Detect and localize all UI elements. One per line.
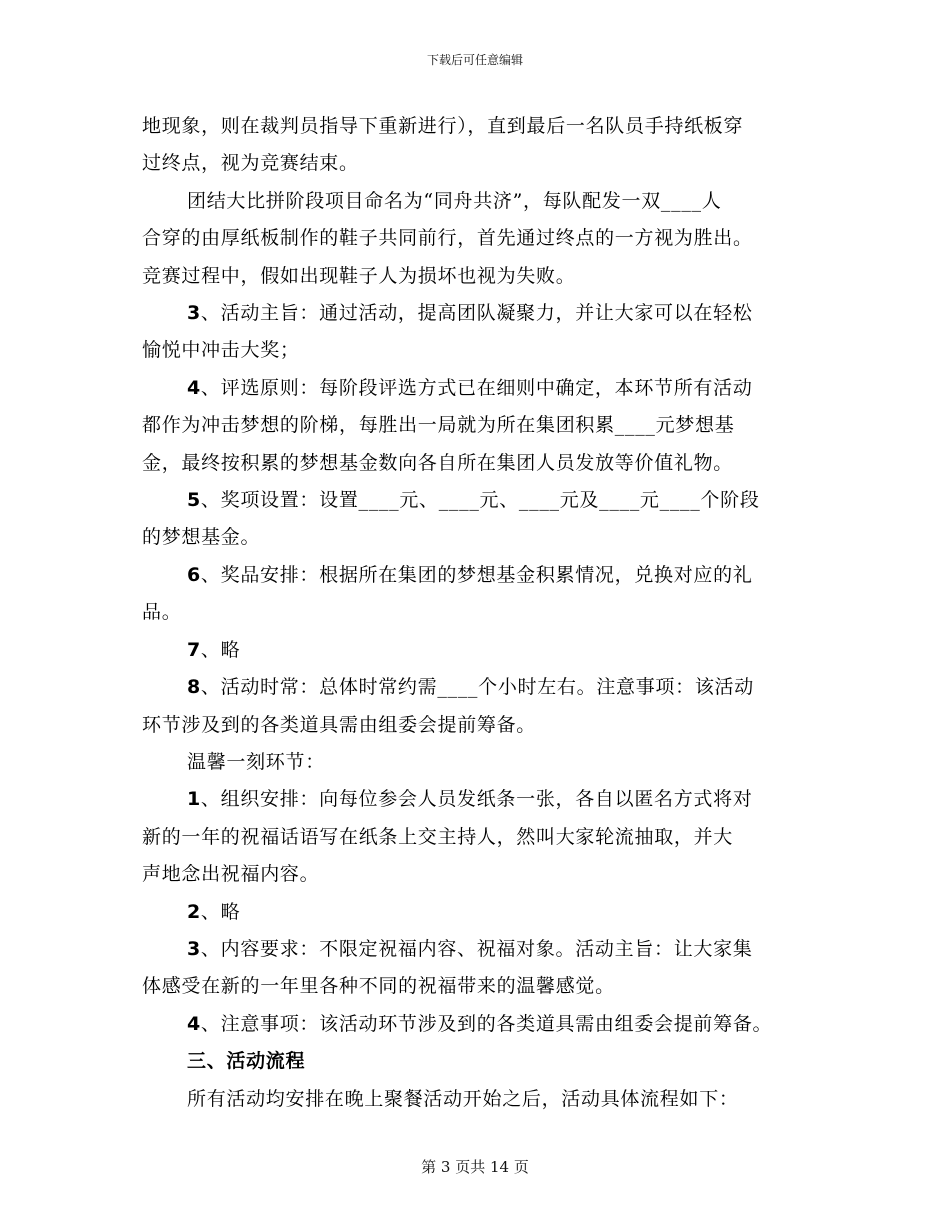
paragraph-line: 合穿的由厚纸板制作的鞋子共同前行，首先通过终点的一方视为胜出。 bbox=[142, 227, 753, 250]
item-number: 8 bbox=[187, 676, 201, 699]
list-item-selection-principle: 4、评选原则：每阶段评选方式已在细则中确定，本环节所有活动 bbox=[187, 376, 753, 399]
paragraph-line: 声地念出祝福内容。 bbox=[142, 863, 320, 886]
paragraph-line: 体感受在新的一年里各种不同的祝福带来的温馨感觉。 bbox=[142, 975, 615, 998]
paragraph-line: 愉悦中冲击大奖； bbox=[142, 339, 300, 362]
item-number: 5 bbox=[187, 489, 201, 512]
document-body bbox=[142, 108, 814, 1118]
list-item-organization: 1、组织安排：向每位参会人员发纸条一张，各自以匿名方式将对 bbox=[187, 788, 753, 811]
paragraph-line: 环节涉及到的各类道具需由组委会提前筹备。 bbox=[142, 713, 537, 736]
item-number: 3 bbox=[187, 302, 201, 325]
paragraph-line: 的梦想基金。 bbox=[142, 526, 261, 549]
paragraph-line: 竞赛过程中，假如出现鞋子人为损坏也视为失败。 bbox=[142, 264, 576, 287]
paragraph-line: 所有活动均安排在晚上聚餐活动开始之后，活动具体流程如下： bbox=[187, 1087, 739, 1110]
paragraph-line: 品。 bbox=[142, 601, 182, 624]
list-item-activity-purpose: 3、活动主旨：通过活动，提高团队凝聚力，并让大家可以在轻松 bbox=[187, 302, 753, 325]
paragraph-line: 地现象，则在裁判员指导下重新进行），直到最后一名队员手持纸板穿 bbox=[142, 115, 744, 137]
list-item-activity-duration: 8、活动时常：总体时常约需____个小时左右。注意事项：该活动 bbox=[187, 676, 754, 699]
paragraph-line: 金，最终按积累的梦想基金数向各自所在集团人员发放等价值礼物。 bbox=[142, 451, 734, 474]
page-header: 下载后可任意编辑 bbox=[426, 53, 523, 67]
list-item-prize-arrangement: 6、奖品安排：根据所在集团的梦想基金积累情况，兑换对应的礼 bbox=[187, 563, 753, 586]
item-number: 4 bbox=[187, 376, 201, 399]
list-item-award-setting: 5、奖项设置：设置____元、____元、____元及____元____个阶段 bbox=[187, 489, 760, 512]
paragraph-line: 团结大比拼阶段项目命名为“同舟共济”，每队配发一双____人 bbox=[187, 189, 722, 212]
list-item-notes: 4、注意事项：该活动环节涉及到的各类道具需由组委会提前筹备。 bbox=[187, 1012, 773, 1035]
item-number: 6 bbox=[187, 563, 201, 586]
paragraph-line: 过终点，视为竞赛结束。 bbox=[142, 152, 359, 175]
list-item-omitted: 7、略 bbox=[187, 638, 241, 661]
item-number: 3 bbox=[187, 937, 201, 960]
item-number: 4 bbox=[187, 1012, 201, 1035]
paragraph-line: 都作为冲击梦想的阶梯，每胜出一局就为所在集团积累____元梦想基 bbox=[142, 414, 735, 437]
item-number: 2 bbox=[187, 900, 201, 923]
item-number: 7 bbox=[187, 638, 201, 661]
page-number: 第 3 页共 14 页 bbox=[421, 1158, 529, 1176]
section-heading: 三、活动流程 bbox=[187, 1050, 306, 1073]
list-item-content-requirements: 3、内容要求：不限定祝福内容、祝福对象。活动主旨：让大家集 bbox=[187, 937, 753, 960]
section-label-warm-moment: 温馨一刻环节： bbox=[187, 750, 325, 773]
list-item-omitted: 2、略 bbox=[187, 900, 241, 923]
paragraph-line: 新的一年的祝福话语写在纸条上交主持人，然叫大家轮流抽取，并大 bbox=[142, 825, 734, 848]
item-number: 1 bbox=[187, 788, 201, 811]
